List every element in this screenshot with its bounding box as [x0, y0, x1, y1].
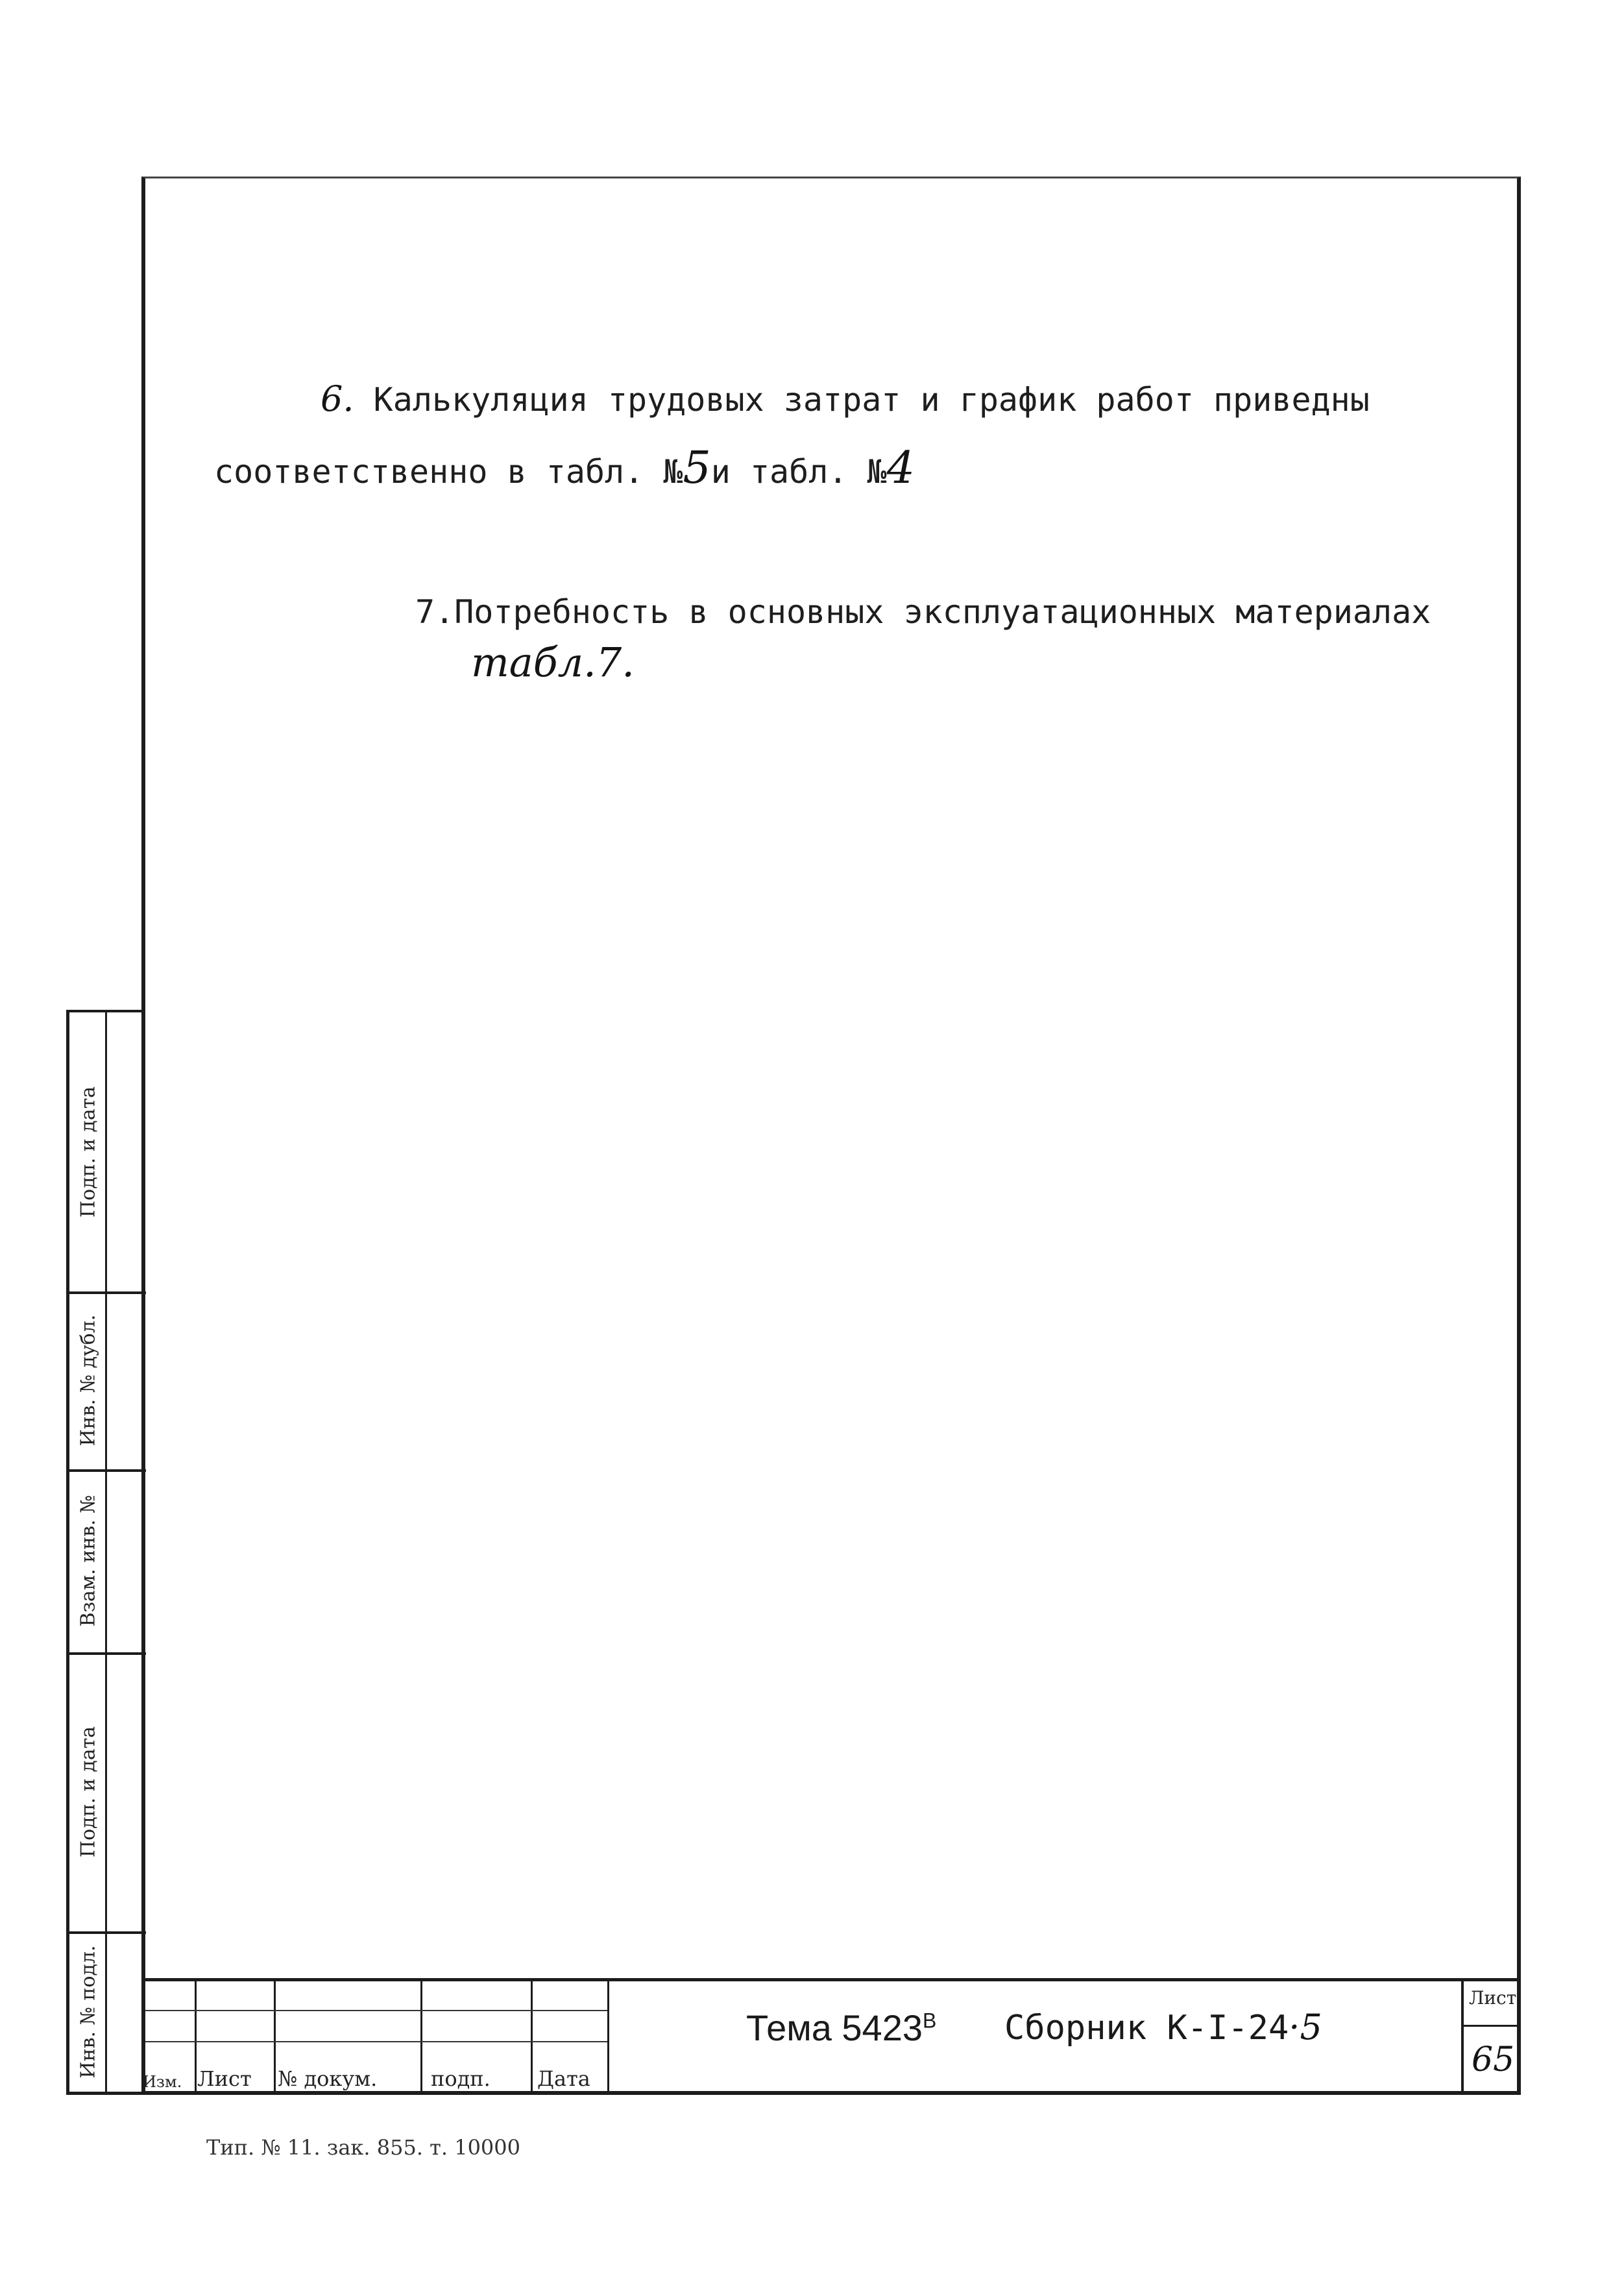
strip-label-podp-data-2: Подп. и дата: [77, 1726, 100, 1858]
item-7-line-1: [415, 593, 1431, 631]
tb-label-doc: № докум.: [278, 2066, 378, 2091]
sbornik-text: Сборник К-I-24: [1004, 2009, 1289, 2048]
tema-superscript: В: [923, 2009, 937, 2033]
strip-label-inv-dubl: Инв. № дубл.: [77, 1314, 100, 1447]
tb-column-doc: [274, 1981, 422, 2095]
tb-column-list: [195, 1981, 276, 2095]
sheet-number-box: [1461, 1978, 1521, 2095]
item-6-mid: и табл. №: [710, 453, 887, 491]
item-6-line-1: [321, 378, 1370, 419]
item-7-text: 7.Потребность в основных эксплуатационных материалах: [415, 593, 1431, 631]
sheet-label: Лист: [1469, 1987, 1517, 2009]
print-info: Тип. № 11. зак. 855. т. 10000: [206, 2135, 520, 2160]
tb-label-data: Дата: [537, 2066, 590, 2091]
sheet-number: 65: [1472, 2040, 1515, 2079]
item-6-number: 6.: [321, 378, 354, 419]
item-6-table-a: 5: [683, 443, 711, 494]
strip-cell-inv-podl: [69, 1931, 107, 2092]
item-6-text: Калькуляция трудовых затрат и график работ приведны: [373, 381, 1370, 419]
tb-label-izm: Изм.: [143, 2073, 182, 2091]
sbornik-handwritten: ·5: [1289, 2007, 1322, 2048]
strip-cell-podp-data-1: [69, 1012, 107, 1291]
item-6-prefix: соответственно в табл. №: [214, 453, 683, 491]
item-6-line-2: [214, 443, 915, 494]
tema-text: Тема 5423: [746, 2007, 923, 2048]
strip-label-inv-podl: Инв. № подл.: [77, 1944, 100, 2079]
tb-row-line: [145, 2010, 607, 2011]
tb-column-data: [531, 1981, 609, 2095]
strip-label-vzam-inv: Взам. инв. №: [77, 1495, 100, 1627]
tb-column-podp: [420, 1981, 533, 2095]
item-7-line-2-handwritten: табл.7.: [471, 639, 635, 686]
sbornik-label: [1004, 2007, 1322, 2048]
tb-row-line: [145, 2041, 607, 2042]
strip-label-podp-data-1: Подп. и дата: [77, 1086, 100, 1218]
strip-cell-podp-data-2: [69, 1652, 107, 1931]
item-6-table-b: 4: [886, 443, 915, 494]
strip-cell-vzam-inv: [69, 1469, 107, 1652]
tb-label-podp: подп.: [431, 2066, 491, 2091]
tb-label-list: Лист: [197, 2066, 252, 2091]
sheet-separator: [1464, 2025, 1521, 2027]
left-stamp-strip: [66, 1010, 145, 2095]
strip-cell-inv-dubl: [69, 1291, 107, 1469]
tema-label: [746, 2007, 936, 2049]
tb-column-izm: [145, 1981, 197, 2095]
